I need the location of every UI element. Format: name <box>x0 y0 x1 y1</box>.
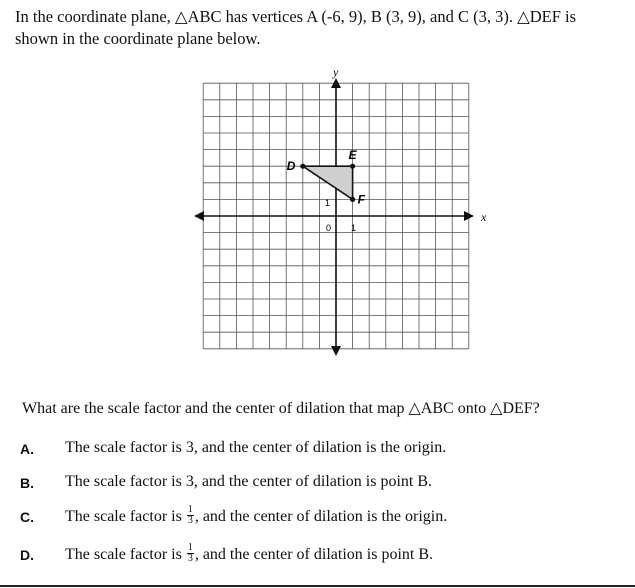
choice-text-after: , and the center of dilation is the origin. <box>194 508 448 526</box>
origin-label: 0 <box>326 223 332 233</box>
choice-letter: A. <box>20 441 34 457</box>
point-e <box>350 164 355 169</box>
choice-letter: C. <box>20 509 34 525</box>
x-tick-label: 1 <box>351 223 357 233</box>
choice-text-before: The scale factor is <box>65 546 186 564</box>
prompt-line-2: shown in the coordinate plane below. <box>15 29 261 48</box>
label-d: D <box>286 159 296 174</box>
choice-letter: D. <box>20 547 34 563</box>
choice-text <box>65 504 448 528</box>
choice-text-before: The scale factor is 3, and the center of dilation is the origin. <box>65 439 447 456</box>
y-axis-down-arrow <box>331 346 341 356</box>
coordinate-plane <box>190 66 500 366</box>
fraction-one-third <box>187 543 194 564</box>
bottom-divider <box>0 585 635 587</box>
fraction-denominator: 3 <box>187 553 193 564</box>
y-tick-label: 1 <box>325 198 331 208</box>
label-f: F <box>357 192 365 207</box>
problem-prompt <box>15 6 627 50</box>
point-d <box>300 164 305 169</box>
choice-text-before: The scale factor is <box>65 508 186 526</box>
choice-text-before: The scale factor is 3, and the center of dilation is point B. <box>65 473 432 490</box>
fraction-denominator: 3 <box>187 515 193 526</box>
x-axis-left-arrow <box>194 211 204 221</box>
choice-letter: B. <box>20 475 34 491</box>
prompt-line-1: In the coordinate plane, △ABC has vertices A (-6, 9), B (3, 9), and C (3, 3). △DEF is <box>15 7 577 26</box>
choice-text <box>65 542 433 566</box>
y-axis-label: y <box>333 66 339 79</box>
point-f <box>350 197 355 202</box>
fraction-numerator: 1 <box>187 504 193 515</box>
question-text: What are the scale factor and the center of dilation that map △ABC onto △DEF? <box>22 400 540 417</box>
choice-text <box>65 439 446 457</box>
choice-text-after: , and the center of dilation is point B. <box>194 546 433 564</box>
choice-text <box>65 473 432 491</box>
fraction-one-third <box>187 505 194 526</box>
x-axis-label: x <box>481 210 487 224</box>
label-e: E <box>348 148 357 163</box>
fraction-numerator: 1 <box>187 542 193 553</box>
